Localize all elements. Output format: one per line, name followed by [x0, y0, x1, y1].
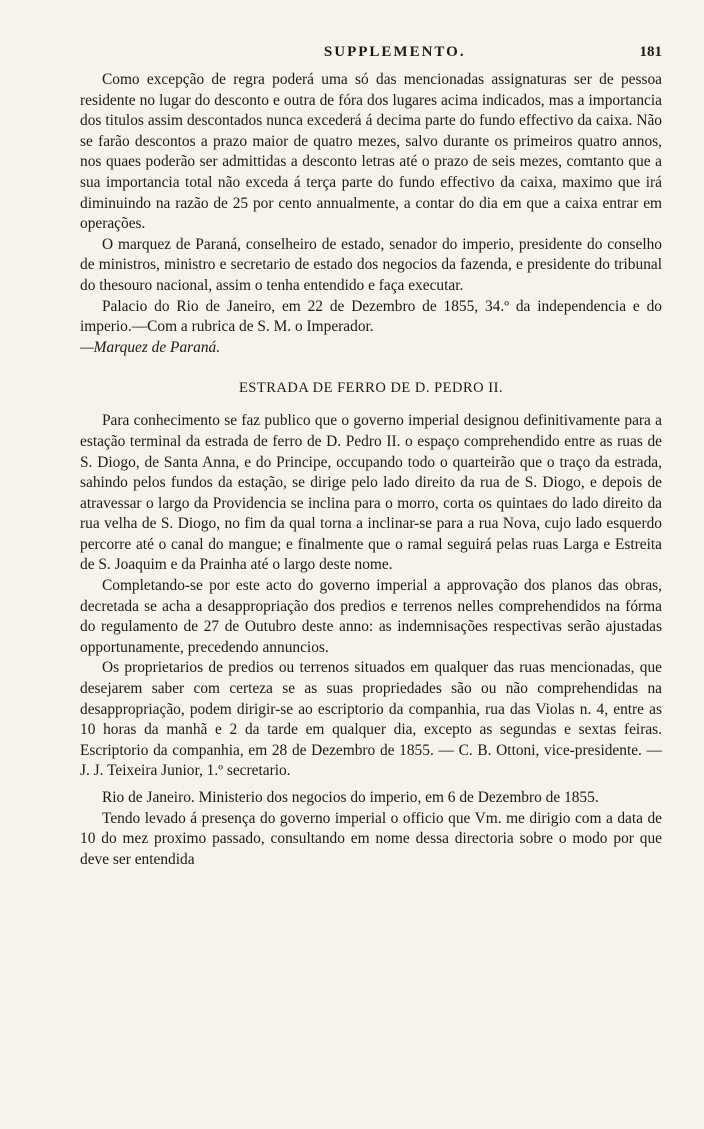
paragraph-official-letter: Tendo levado á presença do governo imperial o officio que Vm. me dirigio com a data de 10 do mez proximo passado, consultando em nome dessa directoria sobre o modo por que deve ser entendida	[80, 809, 662, 868]
paragraph-ministry-date: Rio de Janeiro. Ministerio dos negocios do imperio, em 6 de Dezembro de 1855.	[102, 789, 599, 806]
paragraph-proprietors: Os proprietarios de predios ou terrenos situados em qualquer das ruas mencionadas, que desejarem saber com certeza se as suas propriedades são ou não comprehendidas na desappropriação, podem dirigir-se ao escriptorio da companhia, rua das Violas n. 4, entre as 10 horas da manhã e 2 da tarde em qualquer dia, excepto as segundas e sextas feiras. Escriptorio da companhia, em 28 de Dezembro de 1855. — C. B. Ottoni, vice-presidente. — J. J. Teixeira Junior, 1.º secretario.	[80, 659, 662, 780]
section-heading-railway: ESTRADA DE FERRO DE D. PEDRO II.	[238, 380, 504, 397]
paragraph-date-palace: Palacio do Rio de Janeiro, em 22 de Dezembro de 1855, 34.º da independencia e do imperio.—Com a rubrica de S. M. o Imperador.	[80, 297, 662, 336]
paragraph-discount-rules: Como excepção de regra poderá uma só das mencionadas assignaturas ser de pessoa residente no lugar do desconto e outra de fóra dos lugares acima indicados, mas a importancia dos titulos assim descontados nunca excederá á decima parte do fundo effectivo da caixa. Não se farão descontos a prazo maior de quatro mezes, salvo durante os primeiros quatro annos, nos quaes poderão ser admittidas a desconto letras até o prazo de seis mezes, comtanto que a sua importancia total não exceda á terça parte do fundo effectivo da caixa, maximo que irá diminuindo na razão de 25 por cento annualmente, a contar do dia em que a caixa entrar em operações.	[80, 71, 662, 233]
running-head	[80, 44, 662, 70]
signature-marquez: —Marquez de Paraná.	[80, 338, 221, 356]
paragraph-execution-order: O marquez de Paraná, conselheiro de estado, senador do imperio, presidente do conselho de ministros, ministro e secretario de estado dos negocios da fazenda, e presidente do tribunal do thesouro nacional, assim o tenha entendido e faça executar.	[80, 235, 662, 294]
paragraph-expropriation: Completando-se por este acto do governo imperial a approvação dos planos das obras, decretada se acha a desappropriação dos predios e terrenos nelles comprehendidos na fórma do regulamento de 27 de Outubro deste anno: as indemnisações respectivas serão ajustadas opportunamente, precedendo annuncios.	[80, 577, 662, 656]
page-number: 181	[639, 44, 662, 60]
paragraph-terminal-station: Para conhecimento se faz publico que o governo imperial designou definitivamente para a estação terminal da estrada de ferro de D. Pedro II. o espaço comprehendido entre as ruas de S. Diogo, de Santa Anna, e do Principe, occupando todo o quarteirão que o traço da estrada, sahindo pelos fundos da estação, se dirige pelo lado direito da rua de S. Diogo, e depois de atravessar o largo da Providencia se inclina para o morro, corta os quintaes do lado direito da rua velha de S. Diogo, no fim da qual torna a inclinar-se para a rua Nova, cujo lado esquerdo percorre até o canal do mangue; e finalmente que o ramal seguirá pelas ruas Larga e Estreita de S. Joaquim e da Prainha até o largo deste nome.	[80, 412, 662, 574]
running-title: SUPPLEMENTO.	[323, 44, 466, 60]
